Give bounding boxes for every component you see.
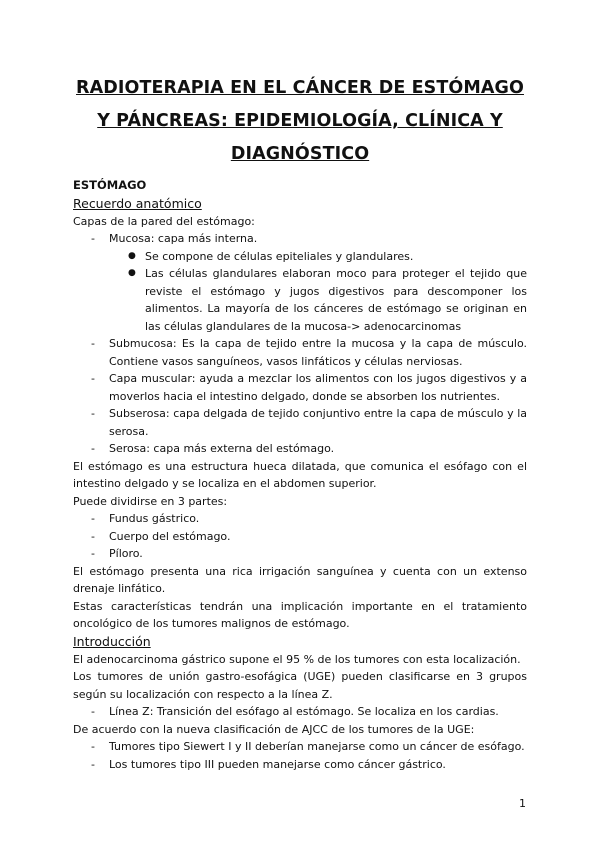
layers-list [73, 230, 527, 458]
list-item-text: Línea Z: Transición del esófago al estómago. Se localiza en los cardias. [109, 705, 499, 718]
list-item-fundus [73, 510, 527, 528]
stomach-description: El estómago es una estructura hueca dilatada, que comunica el esófago con el intestino delgado y se localiza en el abdomen superior. [73, 459, 527, 490]
list-item-mucosa [73, 230, 527, 248]
list-item-subserosa [73, 405, 527, 440]
bullet-marker: ● [128, 268, 136, 278]
dash-marker: - [91, 740, 95, 753]
bullet-marker: ● [128, 250, 136, 261]
title-line-3: DIAGNÓSTICO [230, 144, 370, 164]
list-item-text: Píloro. [109, 547, 143, 560]
document-title [73, 72, 527, 171]
subheading-introduccion: Introducción [73, 633, 151, 649]
list-item-submucosa [73, 335, 527, 370]
intro-paragraph-2: Los tumores de unión gastro-esofágica (UGE) pueden clasificarse en 3 grupos según su localización con respecto a la línea Z. [73, 670, 527, 701]
bullet-item-text: Las células glandulares elaboran moco para proteger el tejido que reviste el estómago y jugos digestivos para descomponer los alimentos. La mayoría de los cánceres de estómago se originan en las células glandulares de la mucosa-> adenocarcinomas [145, 267, 527, 333]
title-line-2: Y PÁNCREAS: EPIDEMIOLOGÍA, CLÍNICA Y [97, 111, 503, 131]
parts-list [73, 510, 527, 563]
list-item-text: Mucosa: capa más interna. [109, 232, 258, 245]
section-heading-estomago: ESTÓMAGO [73, 178, 147, 192]
list-item-piloro [73, 545, 527, 563]
list-item-text: Subserosa: capa delgada de tejido conjuntivo entre la capa de músculo y la serosa. [109, 407, 527, 438]
list-item-text: Submucosa: Es la capa de tejido entre la mucosa y la capa de músculo. Contiene vasos sanguíneos, vasos linfáticos y células nerviosas. [109, 337, 527, 368]
list-item-text: Fundus gástrico. [109, 512, 200, 525]
intro-paragraph-1: El adenocarcinoma gástrico supone el 95 % de los tumores con esta localización. [73, 652, 521, 666]
bullet-item-cell-types [73, 248, 527, 266]
subheading-recuerdo-anatomico: Recuerdo anatómico [73, 195, 202, 211]
dash-marker: - [91, 547, 95, 560]
bullet-item-text: Se compone de células epiteliales y glandulares. [145, 249, 414, 263]
list-item-linea-z [73, 703, 527, 721]
implication-paragraph: Estas características tendrán una implicación importante en el tratamiento oncológico de los tumores malignos de estómago. [73, 599, 527, 630]
list-item-text: Serosa: capa más externa del estómago. [109, 442, 335, 455]
bullet-item-glandular-cells [73, 265, 527, 335]
list-item-cuerpo [73, 528, 527, 546]
irrigation-paragraph: El estómago presenta una rica irrigación sanguínea y cuenta con un extenso drenaje linfático. [73, 564, 527, 595]
dash-marker: - [91, 529, 95, 543]
list-item-text: Tumores tipo Siewert I y II deberían manejarse como un cáncer de esófago. [109, 740, 525, 753]
page-number: 1 [519, 797, 526, 810]
dash-marker: - [91, 757, 95, 771]
dash-marker: - [91, 512, 95, 525]
dash-marker: - [91, 372, 95, 385]
list-item-text: Los tumores tipo III pueden manejarse como cáncer gástrico. [109, 757, 446, 771]
list-item-text: Cuerpo del estómago. [109, 529, 231, 543]
dash-marker: - [91, 442, 95, 455]
dash-marker: - [91, 407, 95, 420]
title-line-1: RADIOTERAPIA EN EL CÁNCER DE ESTÓMAGO [76, 78, 524, 98]
dash-marker: - [91, 232, 95, 245]
line-z-list [73, 703, 527, 721]
layers-intro: Capas de la pared del estómago: [73, 214, 255, 228]
list-item-text: Capa muscular: ayuda a mezclar los alimentos con los jugos digestivos y a moverlos hacia el intestino delgado, donde se absorben los nutrientes. [109, 372, 527, 403]
dash-marker: - [91, 337, 95, 350]
list-item-siewert-i-ii [73, 738, 527, 756]
dash-marker: - [91, 705, 95, 718]
ajcc-list [73, 738, 527, 773]
list-item-serosa [73, 440, 527, 458]
list-item-capa-muscular [73, 370, 527, 405]
parts-intro: Puede dividirse en 3 partes: [73, 494, 228, 508]
list-item-siewert-iii [73, 756, 527, 774]
intro-paragraph-3: De acuerdo con la nueva clasificación de AJCC de los tumores de la UGE: [73, 722, 475, 736]
